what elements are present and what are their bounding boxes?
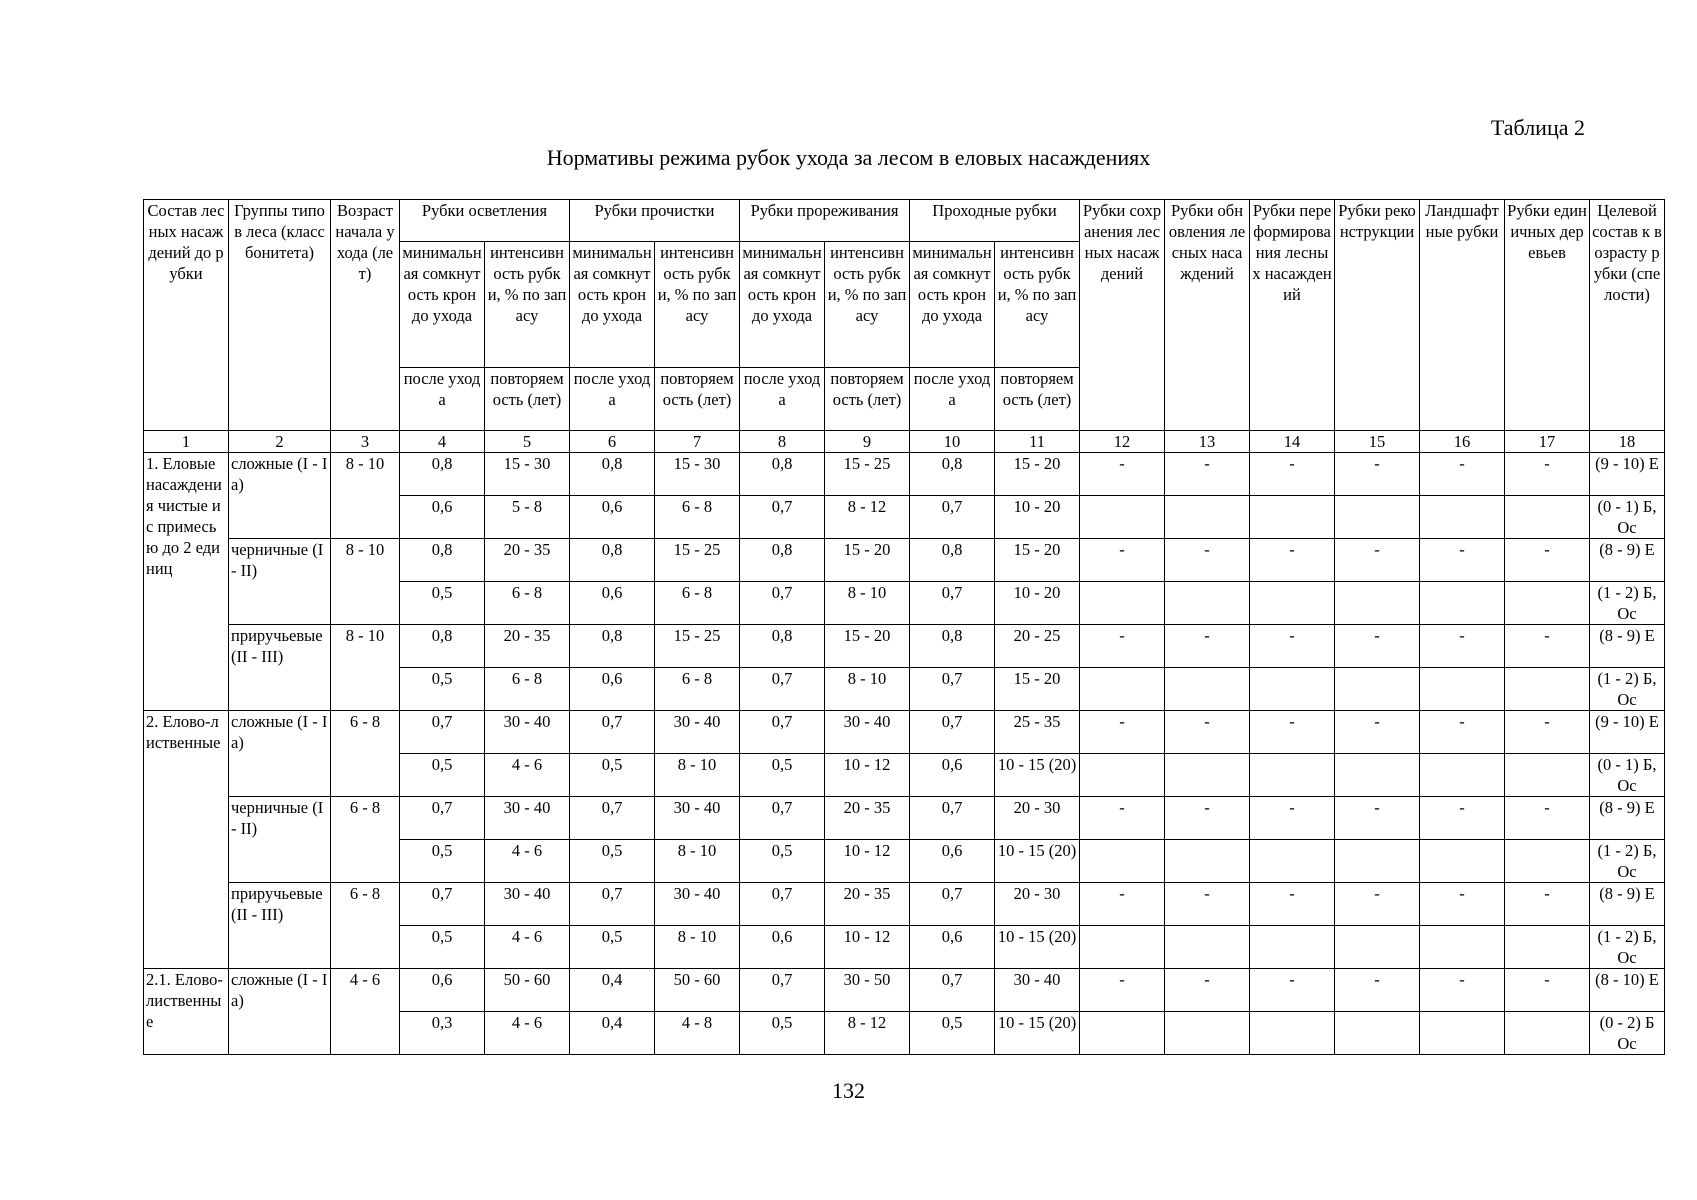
table-row xyxy=(144,453,1665,496)
header-repeat: повторяемость (лет) xyxy=(825,368,910,431)
value-cell: 8 - 10 xyxy=(655,840,740,883)
value-cell: 0,6 xyxy=(570,582,655,625)
value-cell: 10 - 20 xyxy=(995,496,1080,539)
forest-type: приручьевые (II - III) xyxy=(229,883,331,969)
value-cell xyxy=(1165,668,1250,711)
value-cell xyxy=(1080,840,1165,883)
value-cell xyxy=(1165,496,1250,539)
header-landshaftnye: Ландшафтные рубки xyxy=(1420,200,1505,431)
target-composition-cell: (0 - 1) Б, Ос xyxy=(1590,496,1665,539)
value-cell: - xyxy=(1335,539,1420,582)
value-cell xyxy=(1080,496,1165,539)
value-cell: 0,8 xyxy=(400,625,485,668)
value-cell xyxy=(1165,840,1250,883)
table-row xyxy=(144,969,1665,1012)
norms-table xyxy=(143,199,1665,1055)
value-cell: 20 - 35 xyxy=(825,797,910,840)
value-cell: 8 - 12 xyxy=(825,496,910,539)
value-cell: - xyxy=(1165,625,1250,668)
value-cell: - xyxy=(1080,883,1165,926)
header-intensity: интенсивность рубки, % по запасу xyxy=(995,242,1080,368)
value-cell: 15 - 25 xyxy=(825,453,910,496)
value-cell: - xyxy=(1080,797,1165,840)
value-cell xyxy=(1505,582,1590,625)
value-cell xyxy=(1335,840,1420,883)
value-cell xyxy=(1420,926,1505,969)
value-cell: - xyxy=(1080,539,1165,582)
value-cell: 10 - 12 xyxy=(825,754,910,797)
value-cell: - xyxy=(1335,883,1420,926)
value-cell: - xyxy=(1080,711,1165,754)
value-cell: 0,7 xyxy=(740,582,825,625)
value-cell: - xyxy=(1165,539,1250,582)
value-cell: 0,8 xyxy=(910,625,995,668)
target-composition-cell: (8 - 9) Е xyxy=(1590,797,1665,840)
value-cell: 0,7 xyxy=(570,883,655,926)
column-number: 8 xyxy=(740,431,825,453)
header-prochistki: Рубки прочистки xyxy=(570,200,740,242)
value-cell: 0,5 xyxy=(740,1012,825,1055)
value-cell: 30 - 40 xyxy=(655,711,740,754)
header-intensity: интенсивность рубки, % по запасу xyxy=(825,242,910,368)
table-row xyxy=(144,797,1665,840)
value-cell: 0,8 xyxy=(910,539,995,582)
value-cell: 0,7 xyxy=(740,668,825,711)
table-row xyxy=(144,539,1665,582)
value-cell: 5 - 8 xyxy=(485,496,570,539)
value-cell: - xyxy=(1505,625,1590,668)
value-cell xyxy=(1335,1012,1420,1055)
value-cell: - xyxy=(1505,539,1590,582)
column-number-row xyxy=(144,431,1665,453)
header-min-before: минимальная сомкнутость крон до ухода xyxy=(570,242,655,368)
value-cell: 10 - 12 xyxy=(825,926,910,969)
value-cell xyxy=(1420,582,1505,625)
header-repeat: повторяемость (лет) xyxy=(995,368,1080,431)
header-after: после ухода xyxy=(400,368,485,431)
value-cell: 30 - 50 xyxy=(825,969,910,1012)
value-cell: 6 - 8 xyxy=(655,496,740,539)
column-number: 5 xyxy=(485,431,570,453)
value-cell: 8 - 10 xyxy=(655,926,740,969)
value-cell: 30 - 40 xyxy=(995,969,1080,1012)
value-cell: 0,7 xyxy=(740,797,825,840)
value-cell: 10 - 15 (20) xyxy=(995,1012,1080,1055)
value-cell: - xyxy=(1420,539,1505,582)
value-cell: 20 - 30 xyxy=(995,883,1080,926)
forest-type: сложные (I - Ia) xyxy=(229,711,331,797)
value-cell: 4 - 6 xyxy=(485,1012,570,1055)
value-cell: 8 - 10 xyxy=(655,754,740,797)
value-cell: 0,7 xyxy=(910,969,995,1012)
value-cell: 0,7 xyxy=(740,969,825,1012)
group-label: 2.1. Елово-лиственные xyxy=(144,969,229,1055)
value-cell: - xyxy=(1420,453,1505,496)
header-after: после ухода xyxy=(570,368,655,431)
value-cell: 0,7 xyxy=(400,797,485,840)
value-cell xyxy=(1080,582,1165,625)
table-row xyxy=(144,711,1665,754)
value-cell: - xyxy=(1505,711,1590,754)
value-cell: 4 - 8 xyxy=(655,1012,740,1055)
value-cell xyxy=(1250,840,1335,883)
value-cell: 0,6 xyxy=(570,496,655,539)
value-cell: 0,8 xyxy=(570,539,655,582)
header-after: после ухода xyxy=(740,368,825,431)
column-number: 3 xyxy=(331,431,400,453)
value-cell xyxy=(1250,668,1335,711)
value-cell: - xyxy=(1335,453,1420,496)
value-cell: - xyxy=(1420,797,1505,840)
column-number: 9 xyxy=(825,431,910,453)
value-cell: 0,8 xyxy=(740,625,825,668)
column-number: 15 xyxy=(1335,431,1420,453)
header-osvetlenie: Рубки осветления xyxy=(400,200,570,242)
value-cell xyxy=(1250,496,1335,539)
value-cell: 15 - 30 xyxy=(655,453,740,496)
header-sohranenie: Рубки сохранения лесных насаждений xyxy=(1080,200,1165,431)
value-cell xyxy=(1335,754,1420,797)
value-cell: - xyxy=(1165,969,1250,1012)
value-cell: 20 - 35 xyxy=(485,625,570,668)
value-cell: 0,6 xyxy=(910,926,995,969)
value-cell: 0,5 xyxy=(740,754,825,797)
value-cell: 0,7 xyxy=(910,797,995,840)
header-prorezhivanie: Рубки прореживания xyxy=(740,200,910,242)
value-cell: - xyxy=(1505,969,1590,1012)
header-celevoy: Целевой состав к возрасту рубки (спелости) xyxy=(1590,200,1665,431)
target-composition-cell: (1 - 2) Б, Ос xyxy=(1590,582,1665,625)
value-cell: - xyxy=(1420,883,1505,926)
column-number: 12 xyxy=(1080,431,1165,453)
value-cell xyxy=(1165,926,1250,969)
column-number: 16 xyxy=(1420,431,1505,453)
value-cell xyxy=(1505,926,1590,969)
group-label: 2. Елово-лиственные xyxy=(144,711,229,969)
value-cell xyxy=(1420,754,1505,797)
value-cell: 15 - 20 xyxy=(825,539,910,582)
value-cell: 20 - 25 xyxy=(995,625,1080,668)
value-cell: 0,7 xyxy=(400,711,485,754)
column-number: 6 xyxy=(570,431,655,453)
value-cell: 50 - 60 xyxy=(655,969,740,1012)
target-composition-cell: (8 - 10) Е xyxy=(1590,969,1665,1012)
value-cell: 15 - 25 xyxy=(655,625,740,668)
value-cell: 4 - 6 xyxy=(485,754,570,797)
value-cell: 0,7 xyxy=(570,797,655,840)
target-composition-cell: (0 - 1) Б, Ос xyxy=(1590,754,1665,797)
value-cell: 6 - 8 xyxy=(485,582,570,625)
value-cell: 4 - 6 xyxy=(485,926,570,969)
value-cell: 0,7 xyxy=(910,711,995,754)
header-edinichnyh: Рубки единичных деревьев xyxy=(1505,200,1590,431)
column-number: 4 xyxy=(400,431,485,453)
value-cell xyxy=(1165,582,1250,625)
value-cell xyxy=(1165,1012,1250,1055)
column-number: 17 xyxy=(1505,431,1590,453)
value-cell: 6 - 8 xyxy=(655,668,740,711)
value-cell xyxy=(1505,496,1590,539)
value-cell xyxy=(1505,1012,1590,1055)
value-cell: 0,5 xyxy=(400,582,485,625)
target-composition-cell: (9 - 10) Е xyxy=(1590,711,1665,754)
value-cell: 10 - 15 (20) xyxy=(995,840,1080,883)
value-cell xyxy=(1335,926,1420,969)
value-cell: 15 - 25 xyxy=(655,539,740,582)
value-cell: - xyxy=(1250,625,1335,668)
value-cell: - xyxy=(1420,625,1505,668)
value-cell: 20 - 35 xyxy=(485,539,570,582)
header-gruppy: Группы типов леса (класс бонитета) xyxy=(229,200,331,431)
start-age: 8 - 10 xyxy=(331,453,400,539)
column-number: 1 xyxy=(144,431,229,453)
value-cell: 10 - 12 xyxy=(825,840,910,883)
value-cell: 0,8 xyxy=(740,453,825,496)
value-cell: - xyxy=(1250,453,1335,496)
start-age: 6 - 8 xyxy=(331,883,400,969)
value-cell: 0,7 xyxy=(910,668,995,711)
value-cell: 0,5 xyxy=(400,926,485,969)
value-cell: - xyxy=(1505,883,1590,926)
target-composition-cell: (8 - 9) Е xyxy=(1590,883,1665,926)
value-cell xyxy=(1165,754,1250,797)
value-cell: 0,7 xyxy=(740,496,825,539)
value-cell xyxy=(1080,1012,1165,1055)
value-cell: 8 - 10 xyxy=(825,668,910,711)
value-cell: - xyxy=(1420,969,1505,1012)
table-title: Нормативы режима рубок ухода за лесом в еловых насаждениях xyxy=(546,145,1151,170)
value-cell: 30 - 40 xyxy=(655,797,740,840)
value-cell: - xyxy=(1335,797,1420,840)
value-cell xyxy=(1335,496,1420,539)
start-age: 8 - 10 xyxy=(331,539,400,625)
value-cell: 0,5 xyxy=(400,840,485,883)
value-cell: 0,8 xyxy=(740,539,825,582)
value-cell: 0,5 xyxy=(910,1012,995,1055)
header-vozrast: Возраст начала ухода (лет) xyxy=(331,200,400,431)
value-cell: 0,6 xyxy=(570,668,655,711)
value-cell: 10 - 15 (20) xyxy=(995,754,1080,797)
target-composition-cell: (1 - 2) Б, Ос xyxy=(1590,840,1665,883)
value-cell: - xyxy=(1250,797,1335,840)
value-cell xyxy=(1250,926,1335,969)
value-cell: 6 - 8 xyxy=(655,582,740,625)
start-age: 4 - 6 xyxy=(331,969,400,1055)
value-cell: 15 - 20 xyxy=(995,453,1080,496)
value-cell: - xyxy=(1335,711,1420,754)
value-cell: - xyxy=(1165,453,1250,496)
value-cell: 15 - 20 xyxy=(825,625,910,668)
target-composition-cell: (8 - 9) Е xyxy=(1590,539,1665,582)
value-cell: 20 - 30 xyxy=(995,797,1080,840)
value-cell: 0,6 xyxy=(400,969,485,1012)
forest-type: черничные (I - II) xyxy=(229,797,331,883)
value-cell: 0,7 xyxy=(570,711,655,754)
value-cell xyxy=(1080,926,1165,969)
value-cell xyxy=(1080,754,1165,797)
value-cell: 0,5 xyxy=(400,754,485,797)
value-cell: 0,5 xyxy=(570,840,655,883)
column-number: 14 xyxy=(1250,431,1335,453)
value-cell: - xyxy=(1250,711,1335,754)
value-cell: 8 - 10 xyxy=(825,582,910,625)
group-label: 1. Еловые насаждения чистые и с примесью до 2 единиц xyxy=(144,453,229,711)
column-number: 11 xyxy=(995,431,1080,453)
target-composition-cell: (9 - 10) Е xyxy=(1590,453,1665,496)
value-cell: 0,7 xyxy=(910,582,995,625)
header-intensity: интенсивность рубки, % по запасу xyxy=(485,242,570,368)
header-repeat: повторяемость (лет) xyxy=(655,368,740,431)
value-cell: 0,7 xyxy=(740,883,825,926)
forest-type: приручьевые (II - III) xyxy=(229,625,331,711)
value-cell: 4 - 6 xyxy=(485,840,570,883)
value-cell xyxy=(1335,582,1420,625)
column-number: 7 xyxy=(655,431,740,453)
value-cell: - xyxy=(1420,711,1505,754)
value-cell xyxy=(1505,668,1590,711)
header-prohodnye: Проходные рубки xyxy=(910,200,1080,242)
value-cell: - xyxy=(1165,797,1250,840)
value-cell: 50 - 60 xyxy=(485,969,570,1012)
value-cell: - xyxy=(1250,883,1335,926)
value-cell: - xyxy=(1250,539,1335,582)
header-intensity: интенсивность рубки, % по запасу xyxy=(655,242,740,368)
value-cell: 30 - 40 xyxy=(485,883,570,926)
value-cell xyxy=(1250,582,1335,625)
header-after: после ухода xyxy=(910,368,995,431)
value-cell: 30 - 40 xyxy=(825,711,910,754)
value-cell: 0,8 xyxy=(570,625,655,668)
header-sostav: Состав лесных насаждений до рубки xyxy=(144,200,229,431)
start-age: 6 - 8 xyxy=(331,711,400,797)
value-cell: 20 - 35 xyxy=(825,883,910,926)
value-cell: 0,8 xyxy=(400,539,485,582)
value-cell: 10 - 15 (20) xyxy=(995,926,1080,969)
header-rekonstrukcii: Рубки реконструкции xyxy=(1335,200,1420,431)
value-cell xyxy=(1505,754,1590,797)
value-cell xyxy=(1080,668,1165,711)
value-cell: - xyxy=(1335,969,1420,1012)
value-cell: 30 - 40 xyxy=(485,797,570,840)
value-cell: 15 - 20 xyxy=(995,668,1080,711)
target-composition-cell: (0 - 2) Б Ос xyxy=(1590,1012,1665,1055)
start-age: 8 - 10 xyxy=(331,625,400,711)
value-cell: 0,8 xyxy=(400,453,485,496)
column-number: 13 xyxy=(1165,431,1250,453)
value-cell xyxy=(1250,1012,1335,1055)
value-cell xyxy=(1335,668,1420,711)
value-cell: 0,8 xyxy=(570,453,655,496)
header-min-before: минимальная сомкнутость крон до ухода xyxy=(400,242,485,368)
value-cell: 0,3 xyxy=(400,1012,485,1055)
start-age: 6 - 8 xyxy=(331,797,400,883)
value-cell: 0,7 xyxy=(400,883,485,926)
value-cell xyxy=(1250,754,1335,797)
value-cell: 0,5 xyxy=(570,754,655,797)
value-cell: 0,5 xyxy=(740,840,825,883)
target-composition-cell: (1 - 2) Б, Ос xyxy=(1590,668,1665,711)
value-cell: 0,7 xyxy=(910,496,995,539)
value-cell: - xyxy=(1335,625,1420,668)
forest-type: черничные (I - II) xyxy=(229,539,331,625)
value-cell: 10 - 20 xyxy=(995,582,1080,625)
value-cell: - xyxy=(1080,453,1165,496)
value-cell: 0,4 xyxy=(570,969,655,1012)
header-pereformirovanie: Рубки переформирования лесных насаждений xyxy=(1250,200,1335,431)
value-cell: 6 - 8 xyxy=(485,668,570,711)
page-number: 132 xyxy=(832,1078,865,1103)
value-cell: 0,5 xyxy=(570,926,655,969)
value-cell xyxy=(1420,668,1505,711)
header-repeat: повторяемость (лет) xyxy=(485,368,570,431)
value-cell: 30 - 40 xyxy=(655,883,740,926)
value-cell: - xyxy=(1505,453,1590,496)
header-min-before: минимальная сомкнутость крон до ухода xyxy=(740,242,825,368)
value-cell: 0,7 xyxy=(910,883,995,926)
column-number: 18 xyxy=(1590,431,1665,453)
value-cell: - xyxy=(1505,797,1590,840)
column-number: 10 xyxy=(910,431,995,453)
value-cell: - xyxy=(1165,883,1250,926)
table-row xyxy=(144,625,1665,668)
value-cell: 0,5 xyxy=(400,668,485,711)
value-cell: - xyxy=(1165,711,1250,754)
header-min-before: минимальная сомкнутость крон до ухода xyxy=(910,242,995,368)
target-composition-cell: (1 - 2) Б, Ос xyxy=(1590,926,1665,969)
value-cell: 15 - 20 xyxy=(995,539,1080,582)
forest-type: сложные (I - Ia) xyxy=(229,453,331,539)
value-cell: 0,6 xyxy=(910,840,995,883)
target-composition-cell: (8 - 9) Е xyxy=(1590,625,1665,668)
value-cell: - xyxy=(1250,969,1335,1012)
value-cell xyxy=(1420,840,1505,883)
value-cell: 15 - 30 xyxy=(485,453,570,496)
value-cell: 30 - 40 xyxy=(485,711,570,754)
table-caption: Таблица 2 xyxy=(1490,115,1585,140)
value-cell xyxy=(1420,1012,1505,1055)
value-cell: 25 - 35 xyxy=(995,711,1080,754)
value-cell: - xyxy=(1080,625,1165,668)
forest-type: сложные (I - Ia) xyxy=(229,969,331,1055)
header-obnovlenie: Рубки обновления лесных насаждений xyxy=(1165,200,1250,431)
value-cell: 0,6 xyxy=(740,926,825,969)
value-cell: 0,6 xyxy=(400,496,485,539)
table-row xyxy=(144,883,1665,926)
column-number: 2 xyxy=(229,431,331,453)
value-cell: 0,6 xyxy=(910,754,995,797)
value-cell: - xyxy=(1080,969,1165,1012)
value-cell xyxy=(1505,840,1590,883)
value-cell: 0,7 xyxy=(740,711,825,754)
value-cell: 0,4 xyxy=(570,1012,655,1055)
value-cell: 8 - 12 xyxy=(825,1012,910,1055)
value-cell xyxy=(1420,496,1505,539)
value-cell: 0,8 xyxy=(910,453,995,496)
